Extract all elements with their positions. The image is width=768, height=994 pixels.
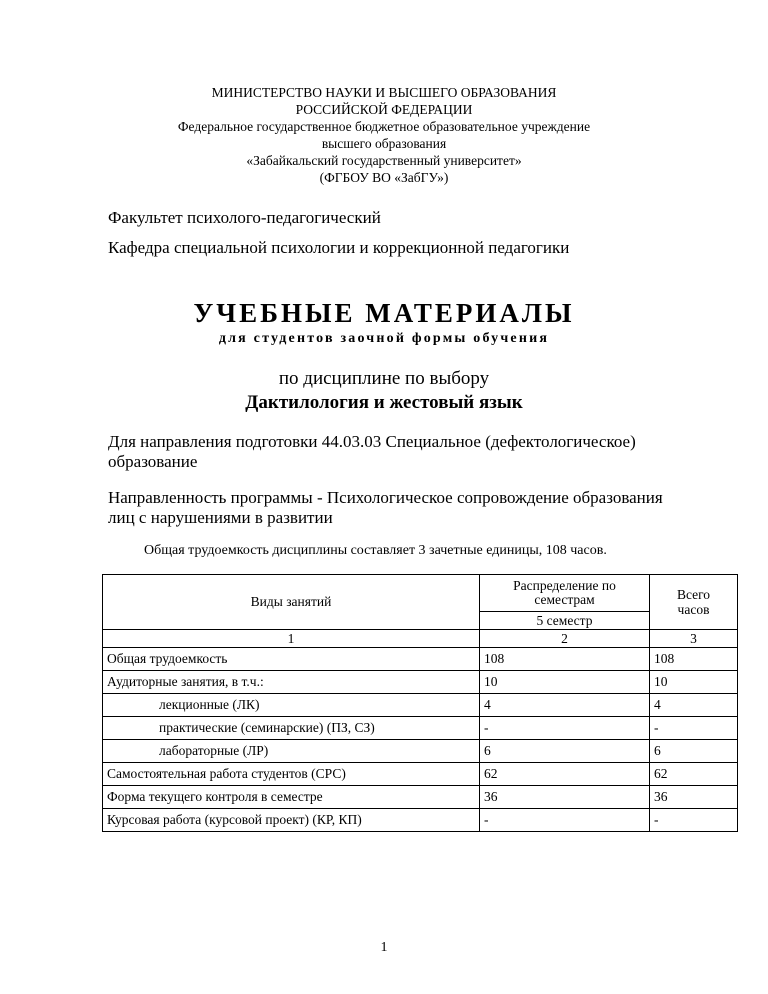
row-total-value: 10 xyxy=(650,671,738,694)
row-semester-value: 62 xyxy=(480,763,650,786)
table-row xyxy=(103,740,738,763)
discipline-name: Дактилология и жестовый язык xyxy=(245,392,523,413)
university-abbrev: (ФГБОУ ВО «ЗабГУ») xyxy=(319,170,449,185)
row-total-value: 62 xyxy=(650,763,738,786)
hours-table xyxy=(102,574,738,832)
row-label: Аудиторные занятия, в т.ч.: xyxy=(103,671,480,694)
row-label: Форма текущего контроля в семестре xyxy=(103,786,480,809)
university-name: «Забайкальский государственный университет» xyxy=(246,153,522,168)
table-row xyxy=(103,763,738,786)
table-row xyxy=(103,694,738,717)
row-total-value: - xyxy=(650,809,738,832)
direction-line-2: образование xyxy=(108,452,198,471)
col-number-3: 3 xyxy=(650,630,738,648)
row-label: Курсовая работа (курсовой проект) (КР, КП) xyxy=(103,809,480,832)
col-header-semester: 5 семестр xyxy=(480,612,650,630)
row-total-value: 36 xyxy=(650,786,738,809)
row-semester-value: 108 xyxy=(480,648,650,671)
row-total-value: - xyxy=(650,717,738,740)
row-semester-value: 10 xyxy=(480,671,650,694)
page-number: 1 xyxy=(380,940,388,955)
education-level-line: высшего образования xyxy=(321,136,447,151)
row-semester-value: 36 xyxy=(480,786,650,809)
faculty-line: Факультет психолого-педагогический xyxy=(108,208,381,227)
col-header-activity: Виды занятий xyxy=(103,575,480,630)
row-total-value: 108 xyxy=(650,648,738,671)
discipline-label: по дисциплине по выбору xyxy=(278,368,490,389)
row-total-value: 6 xyxy=(650,740,738,763)
page-subtitle: для студентов заочной формы обучения xyxy=(218,331,550,346)
row-label: Общая трудоемкость xyxy=(103,648,480,671)
row-label: лабораторные (ЛР) xyxy=(103,740,480,763)
col-header-total xyxy=(650,575,738,630)
department-line: Кафедра специальной психологии и коррекционной педагогики xyxy=(108,238,570,257)
row-semester-value: - xyxy=(480,809,650,832)
institution-type-line: Федеральное государственное бюджетное образовательное учреждение xyxy=(177,119,591,134)
profile-line-1: Направленность программы - Психологическое сопровождение образования xyxy=(108,488,663,507)
col-header-total-l2: часов xyxy=(677,602,710,617)
row-label: лекционные (ЛК) xyxy=(103,694,480,717)
row-semester-value: 4 xyxy=(480,694,650,717)
ministry-line-2: РОССИЙСКОЙ ФЕДЕРАЦИИ xyxy=(295,102,473,117)
row-label: практические (семинарские) (ПЗ, СЗ) xyxy=(103,717,480,740)
col-header-distribution xyxy=(480,575,650,612)
row-total-value: 4 xyxy=(650,694,738,717)
row-semester-value: - xyxy=(480,717,650,740)
row-label: Самостоятельная работа студентов (СРС) xyxy=(103,763,480,786)
col-header-distribution-l2: семестрам xyxy=(534,592,595,607)
page-title: УЧЕБНЫЕ МАТЕРИАЛЫ xyxy=(193,298,575,328)
direction-line-1: Для направления подготовки 44.03.03 Специальное (дефектологическое) xyxy=(108,432,636,451)
table-row xyxy=(103,671,738,694)
ministry-line-1: МИНИСТЕРСТВО НАУКИ И ВЫСШЕГО ОБРАЗОВАНИЯ xyxy=(211,85,557,100)
row-semester-value: 6 xyxy=(480,740,650,763)
table-row xyxy=(103,809,738,832)
table-row xyxy=(103,717,738,740)
table-row xyxy=(103,648,738,671)
profile-line-2: лиц с нарушениями в развитии xyxy=(108,508,333,527)
table-row xyxy=(103,786,738,809)
col-number-2: 2 xyxy=(480,630,650,648)
col-number-1: 1 xyxy=(103,630,480,648)
col-header-total-l1: Всего xyxy=(676,587,711,602)
col-header-distribution-l1: Распределение по xyxy=(513,578,616,593)
workload-statement: Общая трудоемкость дисциплины составляет 3 зачетные единицы, 108 часов. xyxy=(144,543,607,558)
